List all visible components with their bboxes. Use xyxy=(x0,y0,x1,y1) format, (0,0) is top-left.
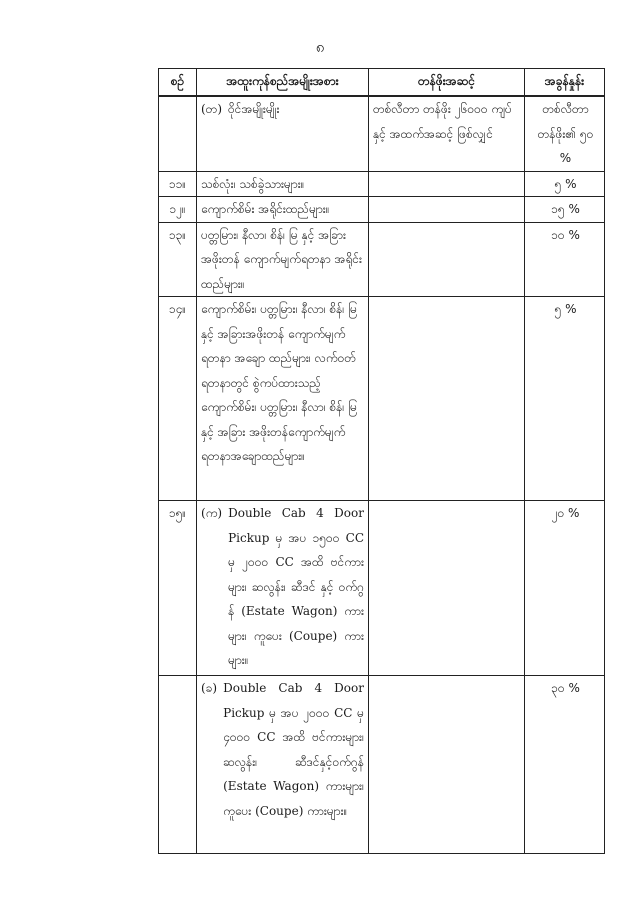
special-goods-tax-table xyxy=(158,68,605,854)
row-tax-rate: ၁၅ % xyxy=(525,197,605,223)
page-number: ၈ xyxy=(315,38,325,56)
sub-item-letter: (တ) xyxy=(201,102,223,116)
table-row xyxy=(159,501,605,676)
table-row xyxy=(159,197,605,223)
row-tax-rate: ၃၀ % xyxy=(525,676,605,854)
row-serial-no: ၁၃။ xyxy=(159,222,197,297)
header-serial-no: စဉ် xyxy=(159,69,197,97)
table-row xyxy=(159,222,605,297)
row-tax-rate: ၁၀ % xyxy=(525,222,605,297)
row-serial-no: ၁၁။ xyxy=(159,171,197,197)
row-serial-no: ၁၄။ xyxy=(159,297,197,501)
table-row xyxy=(159,297,605,501)
row-price-level xyxy=(369,501,525,676)
row-goods-type xyxy=(197,676,369,854)
row-tax-rate: ၅ % xyxy=(525,297,605,501)
row-goods-type: ပတ္တမြား၊ နီလာ၊ စိန်၊ မြ နှင့် အခြားအဖိုးတန် ကျောက်မျက်ရတနာ အရိုင်း ထည်များ။ xyxy=(197,222,369,297)
sub-item-letter: (ခ) xyxy=(201,681,218,695)
row-price-level xyxy=(369,297,525,501)
row-price-level xyxy=(369,676,525,854)
sub-item-text: Double Cab 4 Door Pickup မှ အပ ၁၅၀၀ CC မှ ၂၀၀၀ CC အထိ ဗင်ကားများ၊ ဆလွန်း၊ ဆီဒင် နှင့် ဝက်ဂွန် (Estate Wagon) ကားများ၊ ကူပေး (Coupe) ကားများ။ xyxy=(228,506,364,667)
row-price-level xyxy=(369,197,525,223)
sub-item-letter: (က) xyxy=(201,506,223,520)
header-price-level: တန်ဖိုးအဆင့် xyxy=(369,69,525,97)
sub-item-text: Double Cab 4 Door Pickup မှ အပ ၂၀၀၀ CC မှ ၄၀၀၀ CC အထိ ဗင်ကားများ၊ ဆလွန်း၊ ဆီဒင်နှင့်ဝက်ဂွန် (Estate Wagon) ကားများ၊ ကူပေး (Coupe) ကားများ။ xyxy=(223,681,364,818)
table-row xyxy=(159,676,605,854)
row-serial-no xyxy=(159,96,197,171)
row-goods-type: သစ်လုံး၊ သစ်ခွဲသားများ။ xyxy=(197,171,369,197)
row-serial-no xyxy=(159,676,197,854)
header-goods-type: အထူးကုန်စည်အမျိုးအစား xyxy=(197,69,369,97)
table-row xyxy=(159,96,605,171)
table-row xyxy=(159,171,605,197)
row-price-level xyxy=(369,171,525,197)
row-tax-rate: တစ်လီတာ တန်ဖိုး၏ ၅၀ % xyxy=(525,96,605,171)
table-header-row xyxy=(159,69,605,97)
row-goods-type xyxy=(197,501,369,676)
row-price-level: တစ်လီတာ တန်ဖိုး ၂၆၀၀၀ ကျပ် နှင့် အထက်အဆင့် ဖြစ်လျှင် xyxy=(369,96,525,171)
row-serial-no: ၁၅။ xyxy=(159,501,197,676)
header-tax-rate: အခွန်နှုန်း xyxy=(525,69,605,97)
row-goods-type xyxy=(197,96,369,171)
row-serial-no: ၁၂။ xyxy=(159,197,197,223)
row-tax-rate: ၂၀ % xyxy=(525,501,605,676)
row-price-level xyxy=(369,222,525,297)
row-goods-type: ကျောက်စိမ်း၊ ပတ္တမြား၊ နီလာ၊ စိန်၊ မြ နှင့် အခြားအဖိုးတန် ကျောက်မျက် ရတနာ အချော ထည်များ၊ လက်ဝတ်ရတနာတွင် စွဲကပ်ထားသည့် ကျောက်စိမ်း၊ ပတ္တမြား၊ နီလာ၊ စိန်၊ မြ နှင့် အခြား အဖိုးတန်ကျောက်မျက် ရတနာအချောထည်များ။ xyxy=(197,297,369,501)
row-tax-rate: ၅ % xyxy=(525,171,605,197)
row-goods-type: ကျောက်စိမ်း အရိုင်းထည်များ။ xyxy=(197,197,369,223)
sub-item-text: ဝိုင်အမျိုးမျိုး xyxy=(228,102,280,116)
